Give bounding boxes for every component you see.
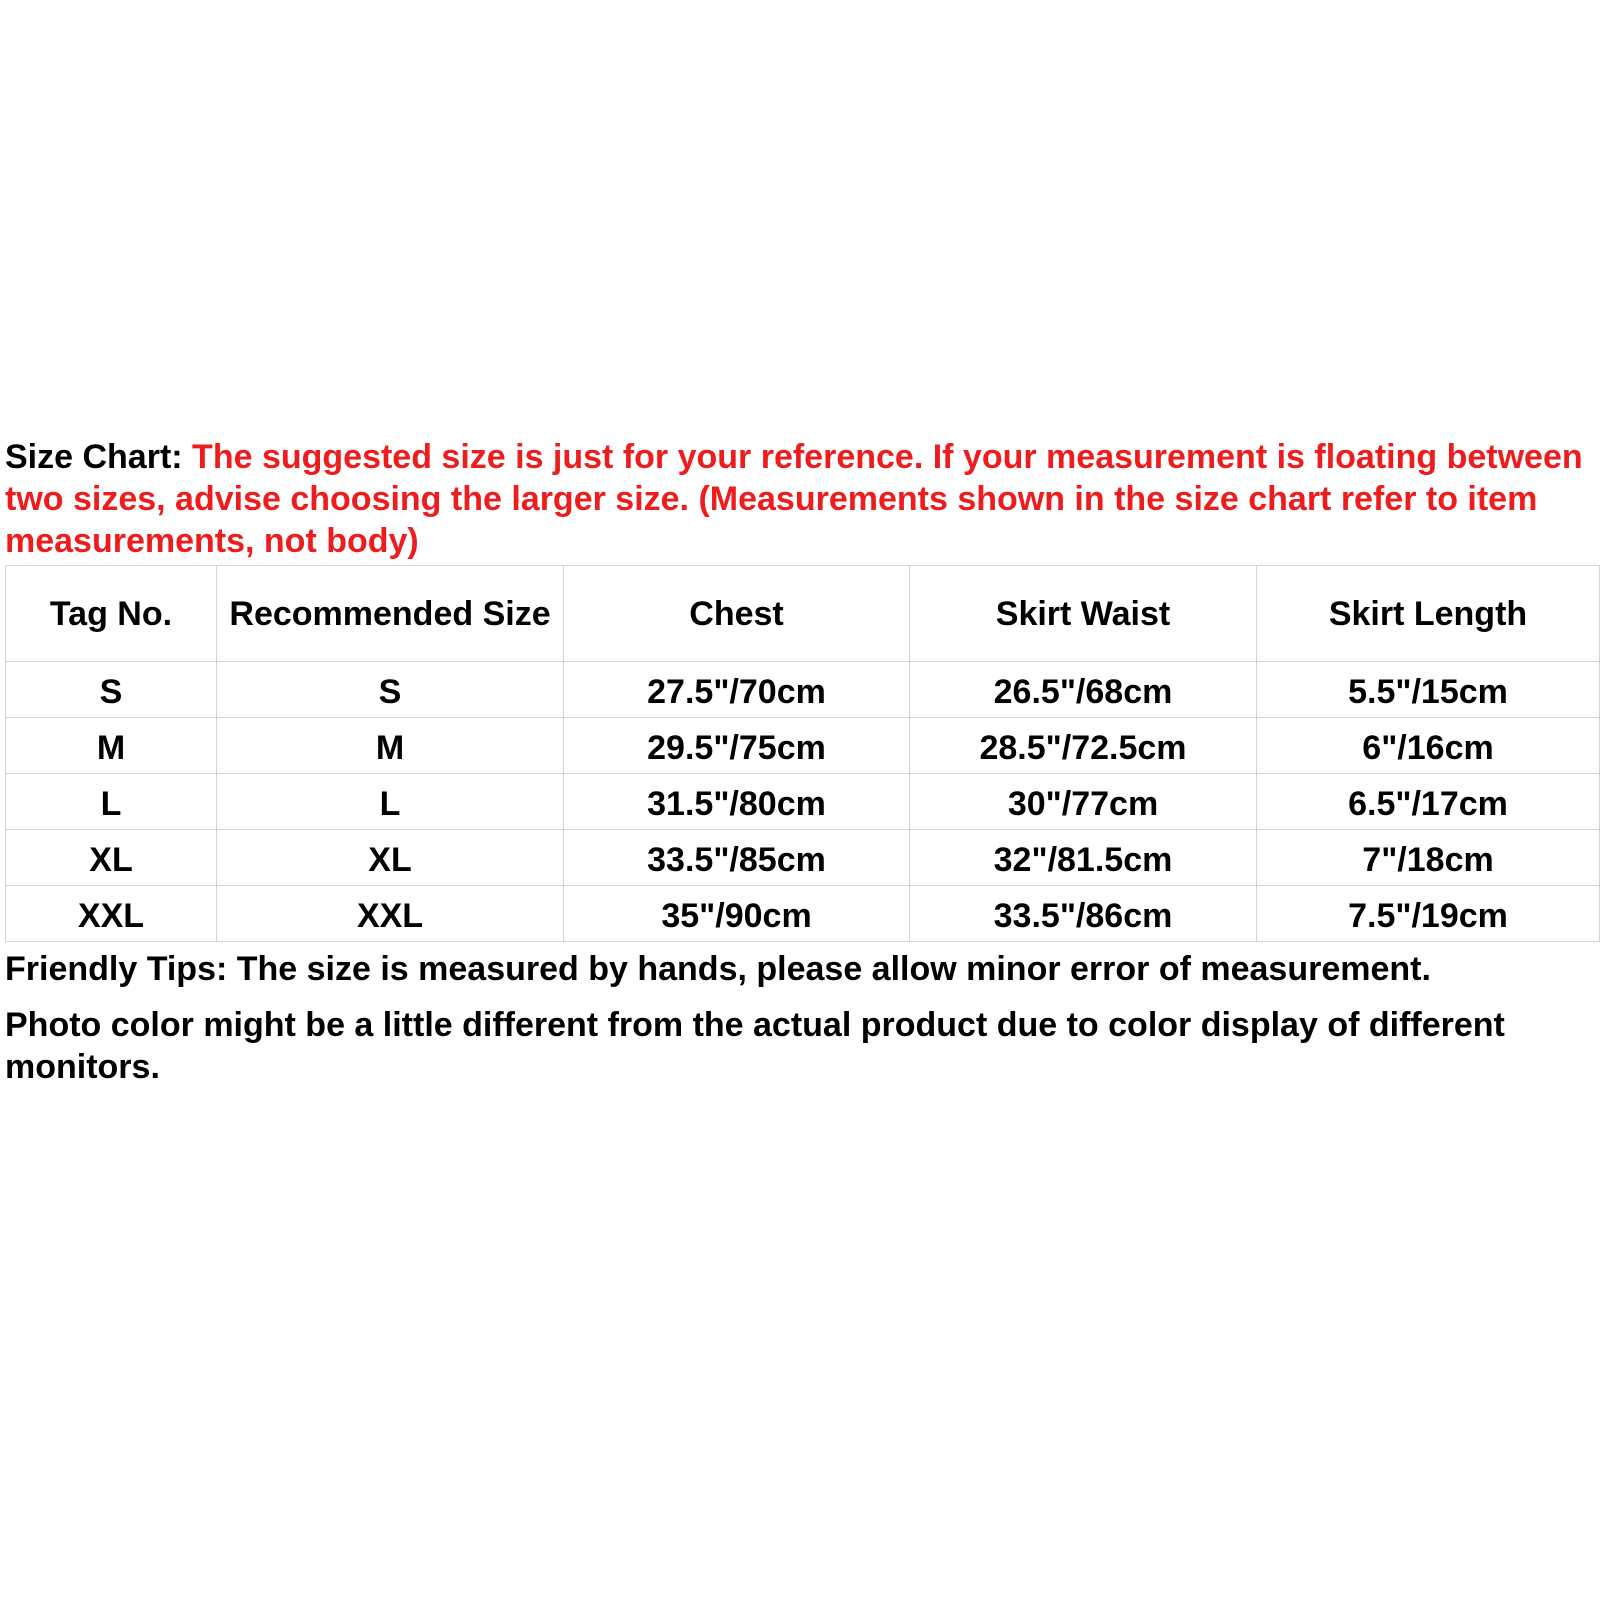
header-recommended-size: Recommended Size [217,566,564,662]
table-row [6,774,1600,830]
table-header-row [6,566,1600,662]
cell-chest: 27.5"/70cm [564,662,910,718]
tips-line-photo-color: Photo color might be a little different from the actual product due to color display of different monitors. [5,1006,1505,1086]
cell-tag-no: S [6,662,217,718]
cell-chest: 29.5"/75cm [564,718,910,774]
cell-recommended-size: L [217,774,564,830]
header-skirt-waist: Skirt Waist [910,566,1257,662]
cell-skirt-length: 6.5"/17cm [1257,774,1600,830]
cell-recommended-size: XXL [217,886,564,942]
cell-skirt-waist: 32"/81.5cm [910,830,1257,886]
cell-skirt-length: 7.5"/19cm [1257,886,1600,942]
table-row [6,662,1600,718]
cell-skirt-length: 5.5"/15cm [1257,662,1600,718]
table-row [6,886,1600,942]
size-chart-note: The suggested size is just for your reference. If your measurement is floating between two sizes, advise choosing the larger size. (Measurements shown in the size chart refer to item measurements, not body) [5,438,1583,560]
tips-line-measurement: Friendly Tips: The size is measured by hands, please allow minor error of measurement. [5,950,1431,988]
header-skirt-length: Skirt Length [1257,566,1600,662]
cell-recommended-size: XL [217,830,564,886]
size-chart-label: Size Chart: [5,438,193,476]
size-chart-intro [5,436,1595,562]
table-row [6,718,1600,774]
header-chest: Chest [564,566,910,662]
cell-tag-no: M [6,718,217,774]
size-chart-table [5,565,1600,942]
table-row [6,830,1600,886]
cell-tag-no: L [6,774,217,830]
cell-tag-no: XL [6,830,217,886]
cell-skirt-length: 6"/16cm [1257,718,1600,774]
cell-recommended-size: S [217,662,564,718]
cell-chest: 33.5"/85cm [564,830,910,886]
cell-chest: 35"/90cm [564,886,910,942]
cell-chest: 31.5"/80cm [564,774,910,830]
cell-skirt-waist: 33.5"/86cm [910,886,1257,942]
cell-skirt-waist: 28.5"/72.5cm [910,718,1257,774]
cell-skirt-waist: 30"/77cm [910,774,1257,830]
cell-skirt-waist: 26.5"/68cm [910,662,1257,718]
header-tag-no: Tag No. [6,566,217,662]
cell-recommended-size: M [217,718,564,774]
friendly-tips [5,948,1595,1088]
cell-skirt-length: 7"/18cm [1257,830,1600,886]
cell-tag-no: XXL [6,886,217,942]
